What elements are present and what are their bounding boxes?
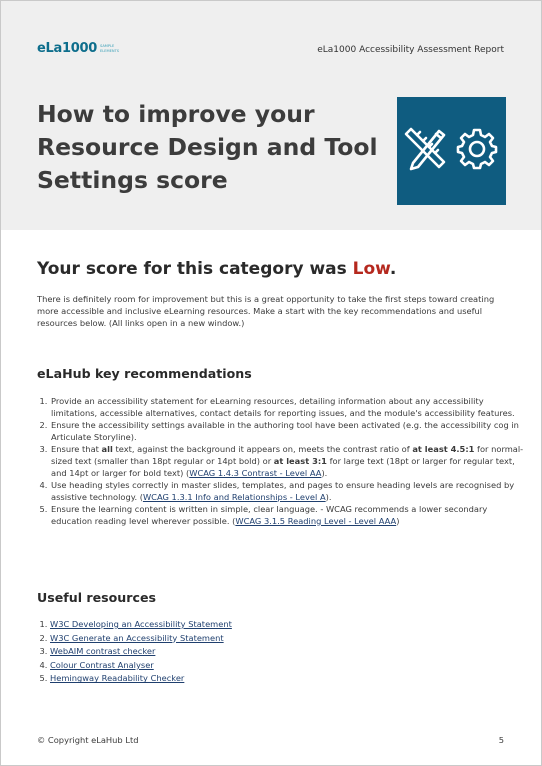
category-icon-tile (397, 97, 506, 205)
list-item (50, 444, 524, 479)
wcag-link[interactable]: WCAG 3.1.5 Reading Level - Level AAA (235, 515, 397, 526)
resource-link[interactable]: W3C Developing an Accessibility Statement (50, 619, 232, 629)
list-item (50, 504, 524, 527)
recommendations-list (37, 396, 524, 529)
emphasis-text: at least 3:1 (273, 455, 327, 466)
recommendation-text: ). (321, 467, 328, 478)
list-item (50, 618, 232, 632)
intro-paragraph: There is definitely room for improvement but this is a great opportunity to take the first steps toward creating more accessible and inclusive eLearning resources. Make a start with the key recommendations and useful resources below. (All links open in a new window.) (37, 294, 495, 328)
emphasis-text: all (101, 444, 113, 455)
list-item (50, 659, 232, 673)
recommendation-text: Ensure that (51, 444, 102, 455)
list-item (50, 480, 524, 503)
logo-wordmark: eLa1000 (37, 41, 97, 56)
resource-link[interactable]: Colour Contrast Analyser (50, 659, 154, 670)
emphasis-text: at least 4.5:1 (412, 444, 475, 455)
score-suffix: . (389, 259, 397, 279)
recommendation-text: text, against the background it appears on, meets the contrast ratio of (112, 444, 413, 455)
page-number: 5 (498, 735, 504, 745)
score-prefix: Your score for this category was (37, 259, 353, 279)
resource-link[interactable]: WebAIM contrast checker (50, 646, 156, 657)
list-item (50, 632, 232, 646)
recommendation-text: ). (325, 491, 332, 502)
list-item (50, 420, 524, 443)
list-item (50, 645, 232, 659)
copyright-text: © Copyright eLaHub Ltd (37, 735, 139, 745)
recommendation-text: Use heading styles correctly in master slides, templates, and pages to ensure heading levels are recognised by assistive technology. ( (51, 480, 515, 502)
gear-icon (397, 97, 506, 205)
resource-link[interactable]: Hemingway Readability Checker (50, 673, 185, 684)
score-level: Low (352, 259, 390, 279)
recommendation-text: Provide an accessibility statement for eLearning resources, detailing information about any accessibility limitations, accessible alternatives, contact details for reporting issues, and the module's accessibility features. (51, 396, 515, 418)
brand-logo (37, 41, 119, 56)
logo-tagline-line: ELEMENTS (99, 48, 120, 53)
recommendation-text: for large text (18pt or larger for regular text, and 14pt or larger for bold text) ( (51, 455, 515, 478)
recommendations-heading: eLaHub key recommendations (37, 366, 252, 381)
score-heading (37, 259, 396, 279)
resources-heading: Useful resources (37, 590, 156, 605)
logo-tagline (100, 44, 119, 52)
list-item (50, 672, 232, 686)
wcag-link[interactable]: WCAG 1.4.3 Contrast - Level AA (189, 467, 322, 478)
wcag-link[interactable]: WCAG 1.3.1 Info and Relationships - Level A (142, 491, 326, 502)
logo-tagline-line: SAMPLE (99, 44, 115, 49)
resources-list (37, 618, 232, 686)
list-item (50, 396, 524, 419)
page-title: How to improve your Resource Design and Tool Settings score (37, 100, 378, 194)
recommendation-text: for normal-sized text (smaller than 18pt regular or 14pt bold) or (51, 444, 524, 466)
hero-banner (1, 1, 541, 230)
resource-link[interactable]: W3C Generate an Accessibility Statement (50, 632, 224, 643)
recommendation-text: ) (396, 515, 400, 526)
recommendation-text: Ensure the accessibility settings available in the authoring tool have been activated (e.g. the accessibility cog in Articulate Storyline). (51, 420, 519, 442)
report-title: eLa1000 Accessibility Assessment Report (317, 45, 504, 55)
recommendation-text: Ensure the learning content is written in simple, clear language. - WCAG recommends a lower secondary education reading level wherever possible. ( (51, 504, 488, 526)
